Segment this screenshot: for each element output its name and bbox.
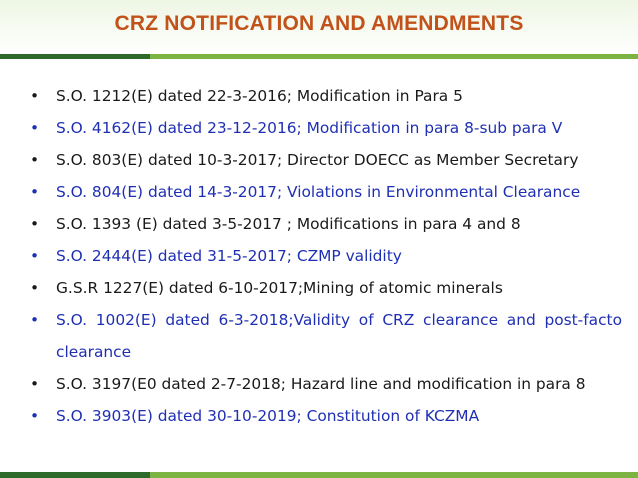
list-item-text: S.O. 4162(E) dated 23-12-2016; Modification in para 8-sub para V — [56, 119, 563, 137]
list-item-text: S.O. 3903(E) dated 30-10-2019; Constitution of KCZMA — [56, 407, 480, 425]
list-item-text: S.O. 803(E) dated 10-3-2017; Director DOECC as Member Secretary — [56, 151, 579, 169]
list-item — [30, 272, 622, 304]
list-item-text: S.O. 1212(E) dated 22-3-2016; Modification in Para 5 — [56, 87, 463, 105]
list-item — [30, 304, 622, 368]
list-item — [30, 208, 622, 240]
list-item — [30, 240, 622, 272]
title-divider-dark — [0, 54, 150, 59]
list-item-text: S.O. 804(E) dated 14-3-2017; Violations in Environmental Clearance — [56, 183, 581, 201]
list-item — [30, 112, 622, 144]
amendment-list — [30, 80, 622, 432]
list-item-text: S.O. 2444(E) dated 31-5-2017; CZMP validity — [56, 247, 402, 265]
list-item-text: S.O. 1393 (E) dated 3-5-2017 ; Modifications in para 4 and 8 — [56, 215, 521, 233]
list-item — [30, 80, 622, 112]
list-item — [30, 368, 622, 400]
list-item-text: S.O. 1002(E) dated 6-3-2018;Validity of CRZ clearance and post-facto clearance — [56, 311, 622, 361]
title-divider-light — [150, 54, 638, 59]
list-item-text: S.O. 3197(E0 dated 2-7-2018; Hazard line and modification in para 8 — [56, 375, 586, 393]
footer-bar-dark — [0, 472, 150, 478]
list-item — [30, 144, 622, 176]
list-item — [30, 400, 622, 432]
page-title: CRZ NOTIFICATION AND AMENDMENTS — [114, 12, 524, 35]
list-item-text: G.S.R 1227(E) dated 6-10-2017;Mining of atomic minerals — [56, 279, 503, 297]
footer-bar-light — [150, 472, 638, 478]
list-item — [30, 176, 622, 208]
